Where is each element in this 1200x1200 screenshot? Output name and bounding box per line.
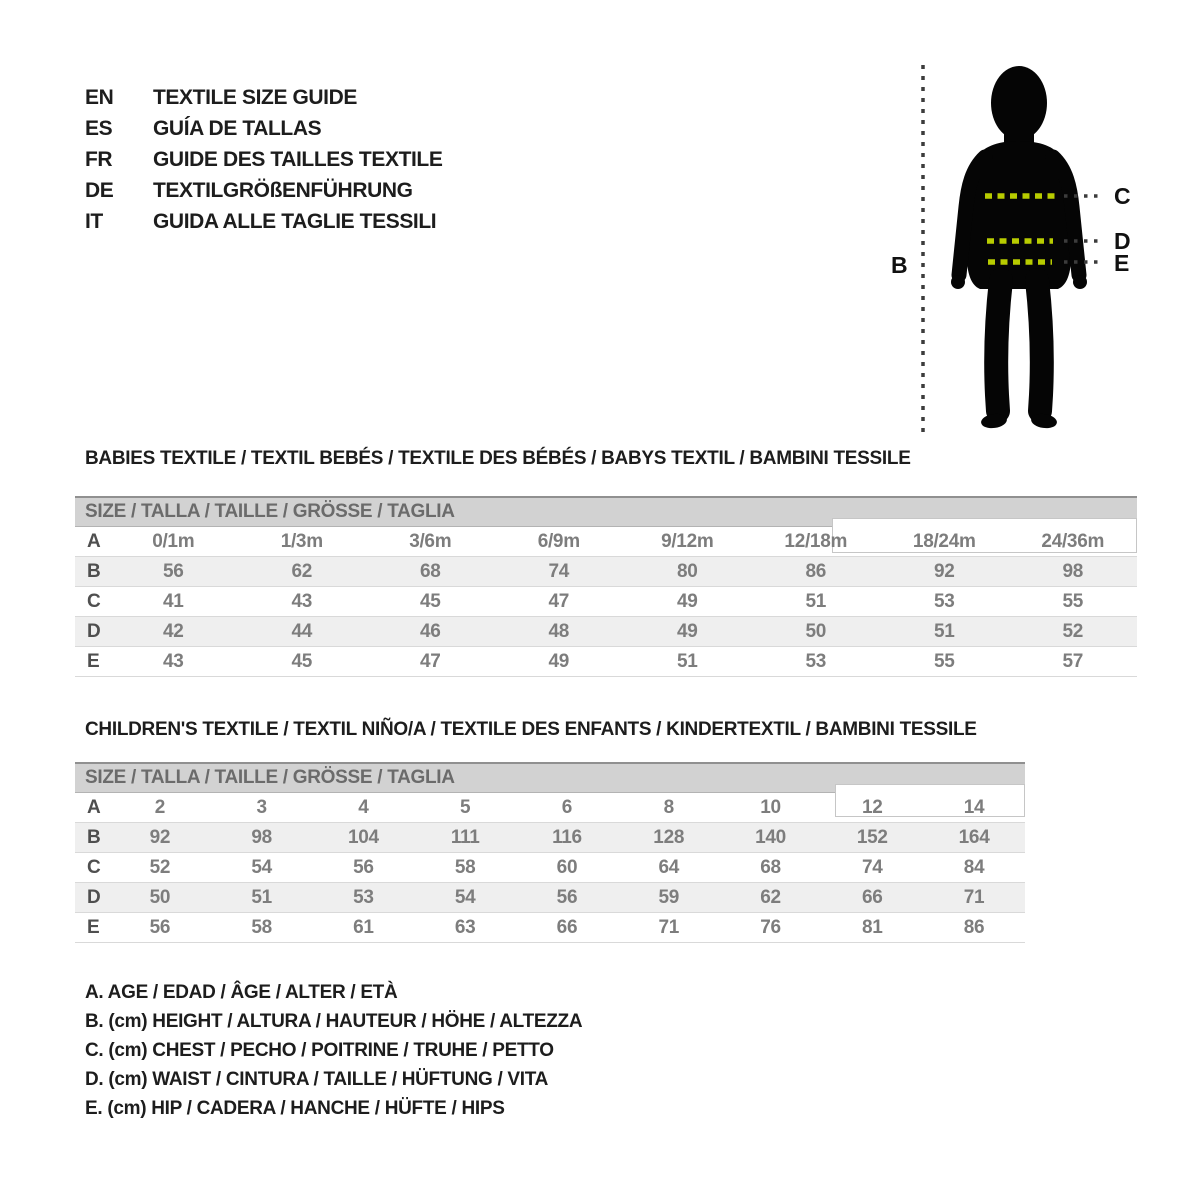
size-cell: 66 <box>516 913 618 943</box>
size-cell: 61 <box>313 913 415 943</box>
size-cell: 98 <box>211 823 313 853</box>
legend-age: A. AGE / EDAD / ÂGE / ALTER / ETÀ <box>85 982 398 1003</box>
size-cell: 54 <box>414 883 516 913</box>
size-cell: 42 <box>109 617 238 647</box>
row-label: D <box>75 617 109 647</box>
size-cell: 5 <box>414 793 516 823</box>
size-cell: 64 <box>618 853 720 883</box>
size-cell: 56 <box>109 913 211 943</box>
child-silhouette <box>951 66 1087 430</box>
row-label: C <box>75 853 109 883</box>
lang-row-fr <box>85 144 442 175</box>
size-cell: 152 <box>821 823 923 853</box>
lang-code: EN <box>85 86 114 109</box>
size-cell: 46 <box>366 617 495 647</box>
table-row <box>75 617 1137 647</box>
lang-row-en <box>85 82 442 113</box>
lang-row-de <box>85 175 442 206</box>
size-cell: 92 <box>880 557 1009 587</box>
child-silhouette-figure <box>888 55 1150 450</box>
size-cell: 24/36m <box>1009 527 1138 557</box>
size-cell: 81 <box>821 913 923 943</box>
row-label: A <box>75 793 109 823</box>
chest-label: C <box>1114 183 1131 209</box>
size-cell: 52 <box>109 853 211 883</box>
lang-code: IT <box>85 210 103 233</box>
table-row <box>75 913 1025 943</box>
size-cell: 164 <box>923 823 1025 853</box>
row-label: A <box>75 527 109 557</box>
size-cell: 44 <box>238 617 367 647</box>
size-cell: 55 <box>1009 587 1138 617</box>
size-cell: 104 <box>313 823 415 853</box>
lang-code: FR <box>85 148 113 171</box>
babies-section-title: BABIES TEXTILE / TEXTIL BEBÉS / TEXTILE DES BÉBÉS / BABYS TEXTIL / BAMBINI TESSILE <box>85 448 911 469</box>
size-cell: 43 <box>238 587 367 617</box>
size-cell: 49 <box>623 587 752 617</box>
size-cell: 0/1m <box>109 527 238 557</box>
row-label: E <box>75 647 109 677</box>
size-cell: 47 <box>366 647 495 677</box>
lang-title: GUIDA ALLE TAGLIE TESSILI <box>153 210 437 233</box>
size-cell: 98 <box>1009 557 1138 587</box>
size-cell: 74 <box>821 853 923 883</box>
table-row <box>75 647 1137 677</box>
size-cell: 6 <box>516 793 618 823</box>
size-cell: 51 <box>752 587 881 617</box>
height-label: B <box>891 252 908 278</box>
table-row <box>75 793 1025 823</box>
lang-code: ES <box>85 117 113 140</box>
size-cell: 62 <box>720 883 822 913</box>
size-cell: 12/18m <box>752 527 881 557</box>
size-cell: 76 <box>720 913 822 943</box>
size-cell: 45 <box>238 647 367 677</box>
row-label: D <box>75 883 109 913</box>
size-cell: 49 <box>623 617 752 647</box>
size-cell: 51 <box>623 647 752 677</box>
size-cell: 53 <box>880 587 1009 617</box>
size-cell: 48 <box>495 617 624 647</box>
size-cell: 59 <box>618 883 720 913</box>
legend-chest: C. (cm) CHEST / PECHO / POITRINE / TRUHE / PETTO <box>85 1040 554 1061</box>
lang-title: TEXTILE SIZE GUIDE <box>153 86 357 109</box>
hip-label: E <box>1114 250 1130 276</box>
measurement-legend <box>85 978 582 1123</box>
size-cell: 50 <box>752 617 881 647</box>
size-cell: 63 <box>414 913 516 943</box>
row-label: B <box>75 823 109 853</box>
size-cell: 52 <box>1009 617 1138 647</box>
size-cell: 12 <box>821 793 923 823</box>
measurement-figure <box>888 55 1150 450</box>
lang-code: DE <box>85 179 114 202</box>
lang-title: TEXTILGRÖßENFÜHRUNG <box>153 179 413 202</box>
legend-hip: E. (cm) HIP / CADERA / HANCHE / HÜFTE / HIPS <box>85 1098 505 1119</box>
size-cell: 71 <box>618 913 720 943</box>
size-cell: 53 <box>752 647 881 677</box>
size-cell: 3/6m <box>366 527 495 557</box>
size-cell: 51 <box>211 883 313 913</box>
size-cell: 86 <box>923 913 1025 943</box>
size-cell: 111 <box>414 823 516 853</box>
size-cell: 84 <box>923 853 1025 883</box>
size-cell: 50 <box>109 883 211 913</box>
waist-label: D <box>1114 228 1131 254</box>
size-cell: 116 <box>516 823 618 853</box>
size-cell: 62 <box>238 557 367 587</box>
size-cell: 128 <box>618 823 720 853</box>
size-cell: 56 <box>313 853 415 883</box>
size-cell: 58 <box>211 913 313 943</box>
size-cell: 54 <box>211 853 313 883</box>
lang-title: GUÍA DE TALLAS <box>153 117 322 140</box>
lang-title: GUIDE DES TAILLES TEXTILE <box>153 148 443 171</box>
size-cell: 14 <box>923 793 1025 823</box>
row-label: E <box>75 913 109 943</box>
size-cell: 68 <box>720 853 822 883</box>
size-cell: 68 <box>366 557 495 587</box>
size-cell: 2 <box>109 793 211 823</box>
size-cell: 47 <box>495 587 624 617</box>
table-row <box>75 527 1137 557</box>
table-row <box>75 883 1025 913</box>
lang-row-es <box>85 113 442 144</box>
size-cell: 4 <box>313 793 415 823</box>
row-label: B <box>75 557 109 587</box>
size-cell: 140 <box>720 823 822 853</box>
size-cell: 66 <box>821 883 923 913</box>
language-title-list <box>85 82 442 237</box>
size-cell: 10 <box>720 793 822 823</box>
size-cell: 6/9m <box>495 527 624 557</box>
table-row <box>75 587 1137 617</box>
lang-row-it <box>85 206 442 237</box>
size-cell: 92 <box>109 823 211 853</box>
children-section-title: CHILDREN'S TEXTILE / TEXTIL NIÑO/A / TEXTILE DES ENFANTS / KINDERTEXTIL / BAMBINI TESSILE <box>85 719 977 740</box>
size-cell: 43 <box>109 647 238 677</box>
size-cell: 55 <box>880 647 1009 677</box>
size-header-label: SIZE / TALLA / TAILLE / GRÖSSE / TAGLIA <box>75 763 1025 793</box>
size-cell: 18/24m <box>880 527 1009 557</box>
size-cell: 41 <box>109 587 238 617</box>
size-cell: 86 <box>752 557 881 587</box>
size-cell: 56 <box>516 883 618 913</box>
size-cell: 9/12m <box>623 527 752 557</box>
size-header-label: SIZE / TALLA / TAILLE / GRÖSSE / TAGLIA <box>75 497 1137 527</box>
table-row <box>75 823 1025 853</box>
size-cell: 3 <box>211 793 313 823</box>
size-cell: 49 <box>495 647 624 677</box>
size-cell: 51 <box>880 617 1009 647</box>
size-cell: 71 <box>923 883 1025 913</box>
table-row <box>75 853 1025 883</box>
table-row <box>75 557 1137 587</box>
size-cell: 53 <box>313 883 415 913</box>
legend-height: B. (cm) HEIGHT / ALTURA / HAUTEUR / HÖHE / ALTEZZA <box>85 1011 583 1032</box>
size-cell: 8 <box>618 793 720 823</box>
size-cell: 45 <box>366 587 495 617</box>
size-cell: 80 <box>623 557 752 587</box>
size-cell: 56 <box>109 557 238 587</box>
size-cell: 60 <box>516 853 618 883</box>
legend-waist: D. (cm) WAIST / CINTURA / TAILLE / HÜFTUNG / VITA <box>85 1069 549 1090</box>
row-label: C <box>75 587 109 617</box>
size-cell: 57 <box>1009 647 1138 677</box>
size-cell: 58 <box>414 853 516 883</box>
size-cell: 74 <box>495 557 624 587</box>
size-cell: 1/3m <box>238 527 367 557</box>
